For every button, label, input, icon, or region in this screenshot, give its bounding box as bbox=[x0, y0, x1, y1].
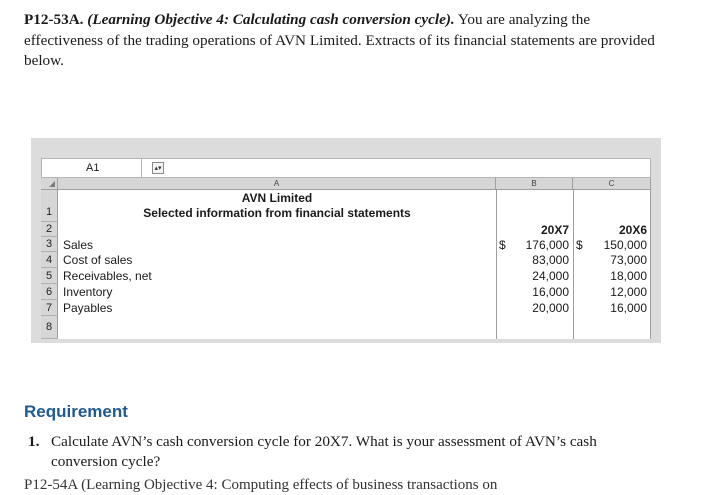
inventory-20x7: 16,000 bbox=[532, 285, 569, 299]
spreadsheet bbox=[31, 138, 661, 343]
row-label-cost-of-sales: Cost of sales bbox=[63, 253, 133, 267]
row-label-sales: Sales bbox=[63, 238, 94, 252]
requirement-heading: Requirement bbox=[24, 402, 128, 421]
row-label-payables: Payables bbox=[63, 301, 113, 315]
sheet-title-company: AVN Limited bbox=[241, 191, 313, 205]
row-label-receivables: Receivables, net bbox=[63, 269, 152, 283]
column-header-b[interactable]: B bbox=[496, 178, 573, 190]
problem-code: P12-53A. bbox=[24, 11, 84, 28]
row-header-2[interactable]: 2 bbox=[41, 222, 58, 237]
year-header-20x7: 20X7 bbox=[540, 223, 569, 237]
requirement-number: 1. bbox=[28, 433, 40, 450]
problem-text: You are analyzing the effectiveness of the trading operations of AVN Limited. Extracts of its financial statements are provided below. bbox=[24, 11, 655, 69]
next-problem-partial: P12-54A (Learning Objective 4: Computing effects of business transactions on bbox=[24, 477, 498, 493]
formula-bar bbox=[41, 158, 651, 178]
select-all-corner[interactable] bbox=[41, 178, 58, 190]
row-header-1[interactable]: 1 bbox=[41, 190, 58, 222]
learning-objective: (Learning Objective 4: Calculating cash conversion cycle). bbox=[87, 11, 455, 28]
row-header-3[interactable]: 3 bbox=[41, 237, 58, 252]
cost-of-sales-20x7: 83,000 bbox=[532, 253, 569, 267]
updown-arrows-icon[interactable]: ▴▾ bbox=[152, 162, 164, 174]
cell-reference[interactable]: A1 bbox=[42, 159, 142, 177]
receivables-20x7: 24,000 bbox=[532, 269, 569, 283]
problem-statement bbox=[24, 10, 664, 72]
payables-20x7: 20,000 bbox=[532, 301, 569, 315]
requirement-question: Calculate AVN’s cash conversion cycle for 20X7. What is your assessment of AVN’s cash conversion cycle? bbox=[51, 433, 597, 470]
sales-20x7: 176,000 bbox=[525, 238, 569, 252]
currency-symbol: $ bbox=[499, 238, 506, 252]
receivables-20x6: 18,000 bbox=[610, 269, 647, 283]
cost-of-sales-20x6: 73,000 bbox=[610, 253, 647, 267]
inventory-20x6: 12,000 bbox=[610, 285, 647, 299]
sheet-title-subtitle: Selected information from financial statements bbox=[143, 206, 411, 220]
year-header-20x6: 20X6 bbox=[618, 223, 647, 237]
sales-20x6: 150,000 bbox=[603, 238, 647, 252]
row-header-5[interactable]: 5 bbox=[41, 268, 58, 284]
column-header-c[interactable]: C bbox=[573, 178, 651, 190]
spreadsheet-grid bbox=[41, 178, 651, 339]
column-divider bbox=[650, 190, 651, 339]
column-header-a[interactable]: A bbox=[58, 178, 496, 190]
currency-symbol: $ bbox=[576, 238, 583, 252]
row-header-6[interactable]: 6 bbox=[41, 284, 58, 300]
row-header-4[interactable]: 4 bbox=[41, 252, 58, 268]
row-label-inventory: Inventory bbox=[63, 285, 113, 299]
payables-20x6: 16,000 bbox=[610, 301, 647, 315]
row-header-8[interactable]: 8 bbox=[41, 316, 58, 339]
row-header-7[interactable]: 7 bbox=[41, 300, 58, 316]
